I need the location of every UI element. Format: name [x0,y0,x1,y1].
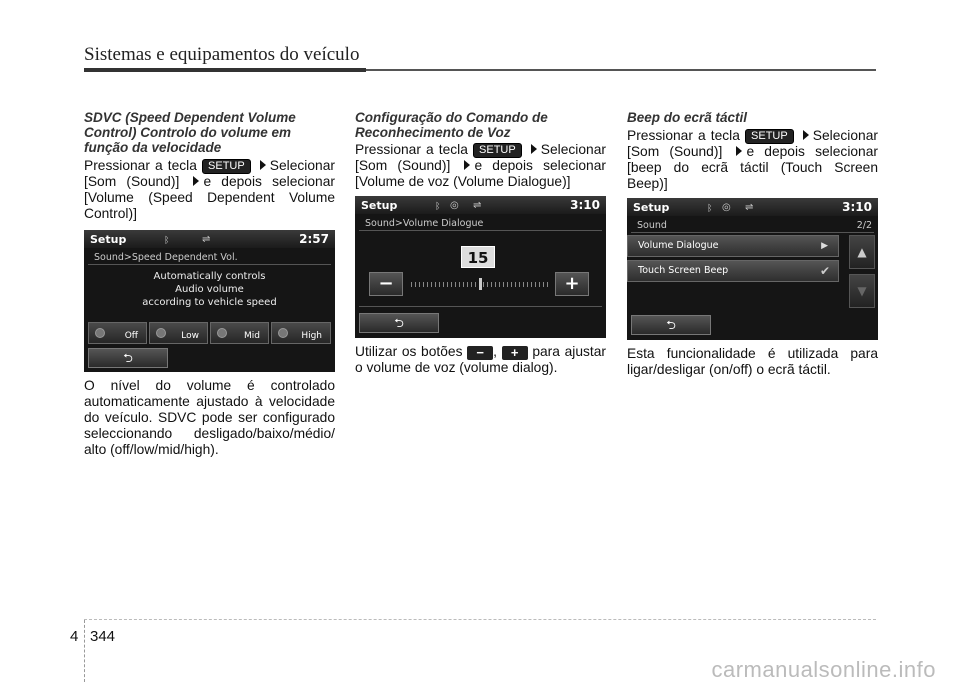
description-paragraph: Esta funcionalidade é utilizada para ligar/desligar (on/off) o ecrã táctil. [627,346,878,377]
page-indicator: 2/2 [856,220,872,231]
text: Pressionar a tecla [627,128,740,143]
chapter-number: 4 [70,628,79,645]
text: e depois selecionar [beep do ecrã táctil (Touch Screen Beep)] [627,144,878,191]
sdvc-message [84,270,335,309]
text: Selecionar [Som (Sound)] [627,128,878,159]
back-button[interactable] [631,315,711,335]
plus-key-icon: + [502,346,528,360]
list-item-label: Touch Screen Beep [638,265,729,276]
radio-icon [217,328,227,338]
text: Pressionar a tecla [355,142,468,157]
divider [631,232,874,233]
section-heading-voice: Configuração do Comando de Reconhecimento de Voz [355,110,548,140]
back-button[interactable] [88,348,168,368]
screen-breadcrumb: Sound>Volume Dialogue [365,218,484,229]
header-rule-thick [84,68,366,72]
status-bar [627,198,878,216]
option-label: High [301,331,322,341]
option-off-button[interactable] [88,322,147,344]
back-arrow-icon: ⮌ [394,316,404,330]
bluetooth-icon: ᛒ [435,202,441,212]
minus-key-icon: − [467,346,493,360]
usb-icon: ⇌ [745,202,754,213]
arrow-right-icon [260,160,266,170]
text: e depois selecionar [Volume (Speed Dependent Volume Control)] [84,174,335,221]
back-arrow-icon: ⮌ [666,318,676,332]
setup-key-icon: SETUP [473,143,522,158]
section-heading-sdvc: SDVC (Speed Dependent Volume Control) Controlo do volume em função da velocidade [84,110,296,155]
option-label: Off [124,331,138,341]
text: Selecionar [Som (Sound)] [355,142,606,173]
usb-icon: ⇌ [202,234,211,245]
usb-icon: ⇌ [473,200,482,211]
arrow-right-icon [531,144,537,154]
setup-key-icon: SETUP [202,159,251,174]
arrow-down-icon: ▼ [857,284,867,298]
bluetooth-icon: ᛒ [164,236,170,246]
arrow-right-icon [193,176,199,186]
radio-icon [278,328,288,338]
description-paragraph: Utilizar os botões − , + para ajustar o volume de voz (volume dialog). [355,344,607,375]
message-line: Automatically controls [153,271,266,282]
screen-title: Setup [633,201,670,214]
text: para ajustar o volume de voz (volume dialog). [355,344,607,375]
instruction-paragraph [84,158,335,222]
page-header-title: Sistemas e equipamentos do veículo [84,44,360,65]
option-mid-button[interactable] [210,322,269,344]
screen-breadcrumb: Sound>Speed Dependent Vol. [94,252,238,263]
list-item-label: Volume Dialogue [638,240,719,251]
text: e depois selecionar [Volume de voz (Volume Dialogue)] [355,158,606,189]
divider [359,230,602,231]
settings-icon: ◎ [450,200,459,211]
checkmark-icon[interactable]: ✔ [819,264,830,278]
instruction-paragraph [627,128,878,192]
volume-slider-handle[interactable] [479,278,482,290]
message-line: Audio volume [175,284,244,295]
text: Utilizar os botões [355,344,463,359]
column-sdvc [84,110,335,458]
clock: 2:57 [299,232,329,246]
screen-title: Setup [361,199,398,212]
arrow-right-icon [464,160,470,170]
scroll-up-button[interactable] [849,235,875,269]
text: Selecionar [Som (Sound)] [84,158,335,189]
scroll-down-button[interactable] [849,274,875,308]
instruction-paragraph [355,142,606,190]
screen-sound-list [627,198,878,340]
volume-up-button[interactable]: + [555,272,589,296]
page-number: 344 [90,628,116,645]
section-heading-beep: Beep do ecrã táctil [627,110,748,125]
radio-icon [95,328,105,338]
footer-divider [84,620,85,682]
option-label: Mid [244,331,260,341]
setup-key-icon: SETUP [745,129,794,144]
watermark: carmanualsonline.info [711,657,936,682]
option-label: Low [181,331,199,341]
screen-volume-dialogue [355,196,606,338]
description-paragraph: O nível do volume é controlado automaticamente ajustado à velocidade do veículo. SDVC pode ser configurado seleccionando desligado/baixo/médio/ alto (off/low/mid/high). [84,378,335,457]
settings-icon: ◎ [722,202,731,213]
radio-icon [156,328,166,338]
screen-title: Setup [90,233,127,246]
footer-rule [84,619,876,620]
option-high-button[interactable] [271,322,331,344]
volume-down-button[interactable]: − [369,272,403,296]
message-line: according to vehicle speed [142,297,277,308]
column-touch-beep [627,110,878,378]
option-low-button[interactable] [149,322,208,344]
list-item-volume-dialogue[interactable] [627,235,839,257]
chevron-right-icon: ▶ [821,241,828,251]
status-bar [355,196,606,214]
arrow-right-icon [736,146,742,156]
screen-sdvc [84,230,335,372]
arrow-right-icon [803,130,809,140]
clock: 3:10 [570,198,600,212]
list-item-touch-screen-beep[interactable] [627,260,839,282]
bluetooth-icon: ᛒ [707,204,713,214]
divider [359,306,602,307]
divider [88,264,331,265]
header-rule-thin [366,69,876,71]
clock: 3:10 [842,200,872,214]
status-bar [84,230,335,248]
column-voice-volume [355,110,606,376]
back-button[interactable] [359,313,439,333]
screen-breadcrumb: Sound [637,220,667,231]
arrow-up-icon: ▲ [857,245,867,259]
volume-level: 15 [461,246,495,268]
text: Pressionar a tecla [84,158,197,173]
back-arrow-icon: ⮌ [123,351,133,365]
